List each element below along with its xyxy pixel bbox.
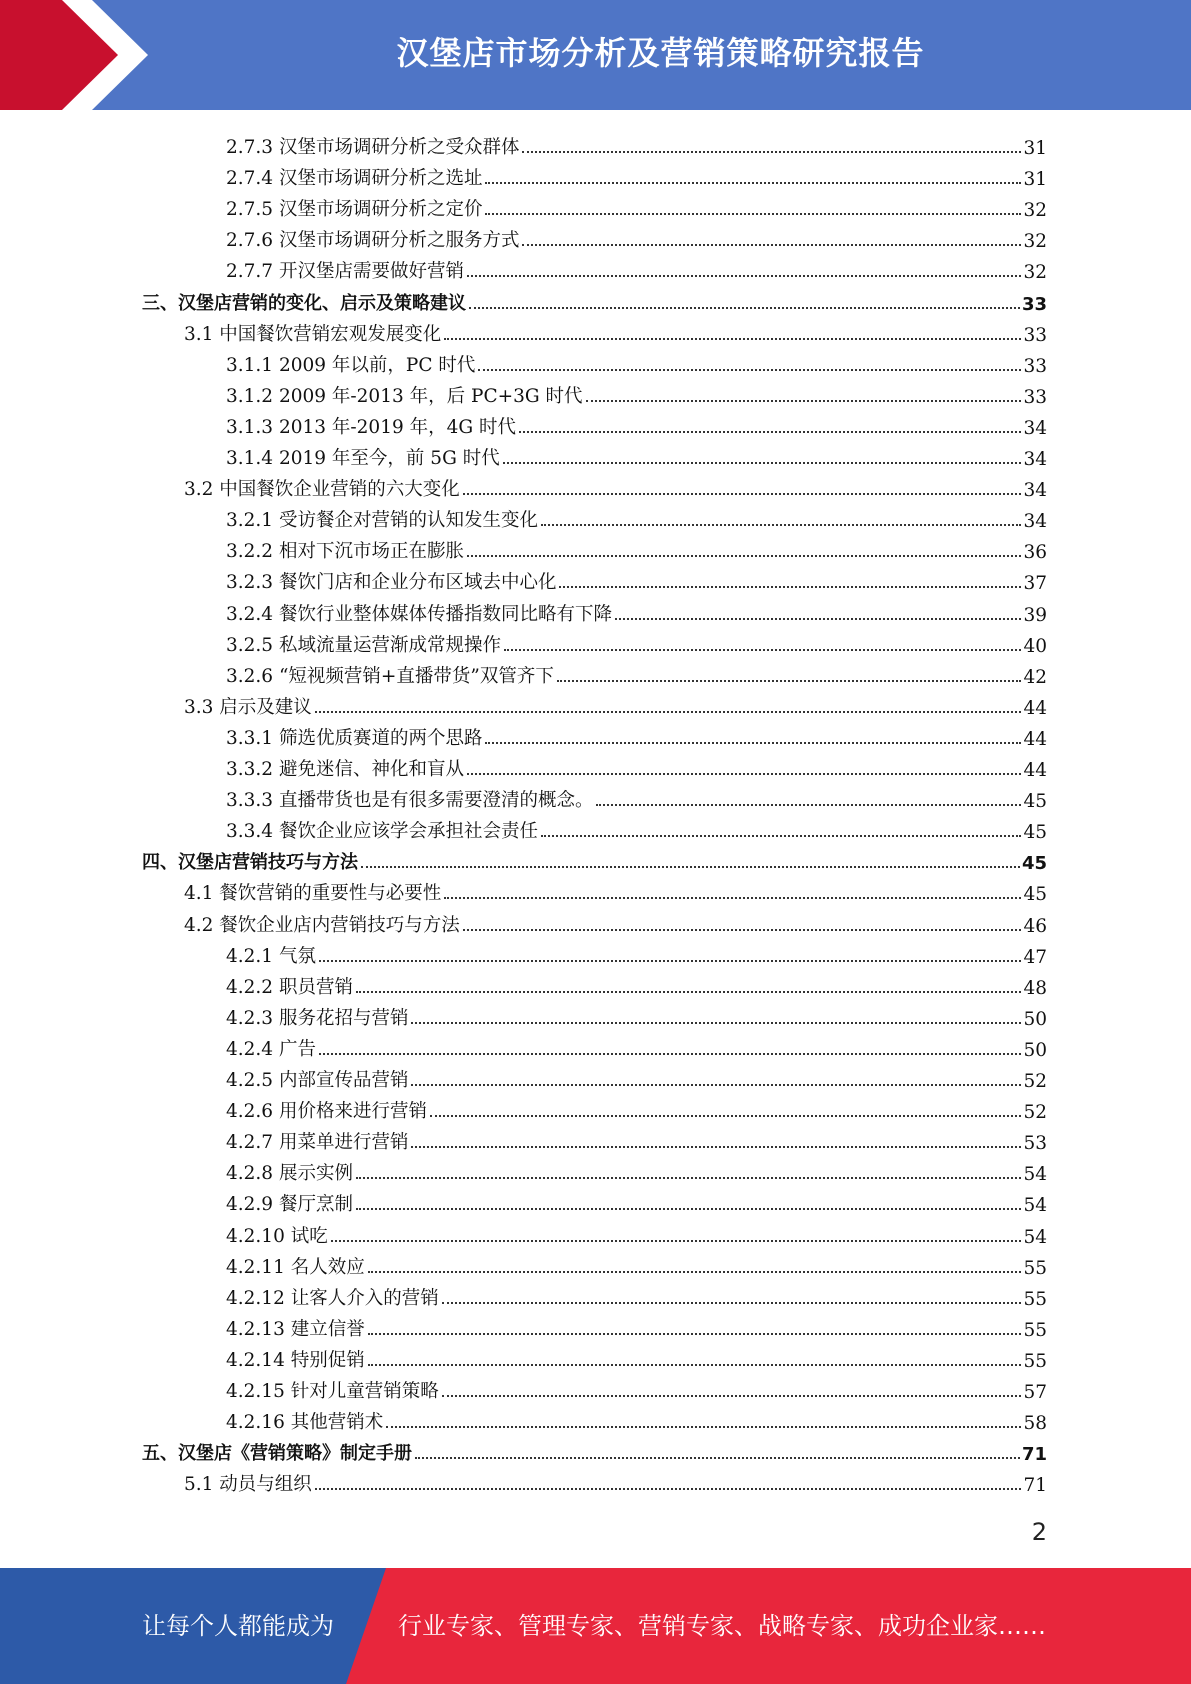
- toc-entry-label: 3.2.4 餐饮行业整体媒体传播指数同比略有下降: [226, 603, 612, 625]
- toc-entry-label: 3.3.3 直播带货也是有很多需要澄清的概念。: [226, 790, 594, 812]
- toc-entry-label: 4.2.14 特别促销: [226, 1349, 365, 1371]
- toc-entry[interactable]: [226, 1248, 1047, 1279]
- toc-entry-page: 53: [1023, 1133, 1047, 1155]
- toc-entry-page: 50: [1023, 1008, 1047, 1030]
- toc-entry-page: 42: [1023, 666, 1047, 688]
- toc-entry-label: 4.2.12 让客人介入的营销: [226, 1287, 439, 1309]
- toc-dot-leader: [504, 649, 1021, 651]
- toc-entry[interactable]: [226, 1061, 1047, 1092]
- toc-entry-page: 33: [1023, 324, 1047, 346]
- toc-entry[interactable]: [226, 657, 1047, 688]
- toc-entry[interactable]: [226, 128, 1047, 159]
- toc-entry-page: 34: [1023, 511, 1047, 533]
- toc-entry[interactable]: [226, 377, 1047, 408]
- toc-entry-label: 4.2.5 内部宣传品营销: [226, 1070, 409, 1091]
- toc-entry-page: 32: [1023, 262, 1047, 284]
- toc-dot-leader: [485, 182, 1021, 184]
- toc-entry[interactable]: [142, 1434, 1047, 1465]
- toc-dot-leader: [368, 1333, 1022, 1335]
- toc-entry[interactable]: [184, 315, 1047, 346]
- toc-entry-label: 2.7.3 汉堡市场调研分析之受众群体: [226, 137, 520, 158]
- toc-entry[interactable]: [142, 284, 1047, 315]
- footer-slogan-left: 让每个人都能成为: [142, 1612, 334, 1640]
- toc-entry-page: 48: [1023, 977, 1047, 999]
- toc-entry-page: 58: [1023, 1413, 1047, 1435]
- toc-dot-leader: [522, 151, 1021, 153]
- toc-dot-leader: [356, 1177, 1022, 1179]
- toc-entry-label: 四、汉堡店营销技巧与方法: [142, 852, 358, 874]
- toc-entry-label: 3.2.5 私域流量运营渐成常规操作: [226, 634, 501, 656]
- toc-dot-leader: [522, 244, 1021, 246]
- toc-entry[interactable]: [226, 1341, 1047, 1372]
- toc-entry[interactable]: [226, 1154, 1047, 1185]
- toc-entry-label: 4.2.11 名人效应: [226, 1256, 365, 1278]
- toc-entry-label: 3.3 启示及建议: [184, 696, 312, 718]
- toc-dot-leader: [430, 1115, 1021, 1117]
- toc-entry-label: 4.2.1 气氛: [226, 945, 316, 967]
- header-arrow-decoration: [0, 0, 160, 110]
- toc-entry-label: 三、汉堡店营销的变化、启示及策略建议: [142, 292, 466, 314]
- toc-entry-label: 3.2 中国餐饮企业营销的六大变化: [184, 479, 460, 501]
- toc-entry[interactable]: [226, 532, 1047, 563]
- toc-dot-leader: [541, 524, 1021, 526]
- toc-entry[interactable]: [226, 937, 1047, 968]
- toc-dot-leader: [557, 680, 1022, 682]
- toc-entry-page: 44: [1023, 728, 1047, 750]
- toc-entry-page: 45: [1021, 853, 1047, 875]
- toc-dot-leader: [356, 991, 1022, 993]
- toc-dot-leader: [411, 1084, 1021, 1086]
- toc-entry-page: 50: [1023, 1039, 1047, 1061]
- toc-entry[interactable]: [226, 190, 1047, 221]
- toc-entry-label: 3.2.3 餐饮门店和企业分布区域去中心化: [226, 572, 557, 594]
- toc-entry[interactable]: [226, 1279, 1047, 1310]
- toc-dot-leader: [444, 897, 1021, 899]
- toc-entry[interactable]: [184, 688, 1047, 719]
- footer-slogan-right: 行业专家、管理专家、营销专家、战略专家、成功企业家……: [398, 1612, 1046, 1640]
- toc-entry-page: 40: [1023, 635, 1047, 657]
- toc-entry[interactable]: [184, 874, 1047, 905]
- toc-entry[interactable]: [226, 501, 1047, 532]
- toc-entry-page: 71: [1023, 1475, 1047, 1497]
- toc-dot-leader: [503, 462, 1022, 464]
- toc-dot-leader: [463, 493, 1022, 495]
- toc-dot-leader: [485, 742, 1021, 744]
- toc-entry-label: 4.2.4 广告: [226, 1038, 316, 1060]
- toc-entry[interactable]: [184, 470, 1047, 501]
- toc-entry[interactable]: [226, 439, 1047, 470]
- toc-entry[interactable]: [226, 1403, 1047, 1434]
- toc-entry-label: 3.1.1 2009 年以前，PC 时代: [226, 354, 476, 376]
- toc-entry[interactable]: [226, 626, 1047, 657]
- toc-entry[interactable]: [226, 159, 1047, 190]
- toc-entry[interactable]: [226, 750, 1047, 781]
- toc-entry-page: 47: [1023, 946, 1047, 968]
- toc-entry[interactable]: [226, 812, 1047, 843]
- toc-entry-page: 52: [1023, 1071, 1047, 1092]
- toc-entry-label: 3.3.1 筛选优质赛道的两个思路: [226, 727, 483, 749]
- toc-dot-leader: [331, 1240, 1022, 1242]
- toc-entry[interactable]: [226, 563, 1047, 594]
- toc-entry-page: 32: [1023, 231, 1047, 253]
- toc-dot-leader: [315, 711, 1022, 713]
- toc-entry-page: 54: [1023, 1195, 1047, 1217]
- toc-entry-label: 3.2.6 “短视频营销+直播带货”双管齐下: [226, 665, 554, 687]
- toc-entry[interactable]: [226, 221, 1047, 252]
- toc-entry[interactable]: [226, 408, 1047, 439]
- toc-dot-leader: [442, 1395, 1022, 1397]
- toc-entry-label: 2.7.6 汉堡市场调研分析之服务方式: [226, 230, 520, 252]
- toc-entry-label: 4.2.13 建立信誉: [226, 1318, 365, 1340]
- toc-entry-page: 31: [1023, 169, 1047, 191]
- toc-dot-leader: [319, 960, 1022, 962]
- toc-entry-page: 36: [1023, 542, 1047, 564]
- toc-entry[interactable]: [226, 346, 1047, 377]
- toc-dot-leader: [463, 929, 1022, 931]
- toc-entry-label: 4.2.6 用价格来进行营销: [226, 1101, 427, 1123]
- toc-dot-leader: [519, 431, 1021, 433]
- toc-entry-page: 37: [1023, 573, 1047, 595]
- toc-entry-page: 39: [1023, 604, 1047, 626]
- toc-entry-label: 4.2.7 用菜单进行营销: [226, 1132, 409, 1154]
- toc-entry-page: 33: [1023, 386, 1047, 408]
- toc-entry[interactable]: [226, 252, 1047, 283]
- toc-entry-label: 2.7.4 汉堡市场调研分析之选址: [226, 168, 483, 190]
- toc-dot-leader: [411, 1022, 1021, 1024]
- toc-dot-leader: [615, 618, 1021, 620]
- toc-entry-label: 2.7.5 汉堡市场调研分析之定价: [226, 199, 483, 221]
- toc-entry[interactable]: [184, 906, 1047, 937]
- toc-dot-leader: [478, 369, 1021, 371]
- toc-entry-page: 55: [1023, 1257, 1047, 1279]
- toc-entry-page: 45: [1023, 791, 1047, 813]
- toc-dot-leader: [386, 1426, 1021, 1428]
- toc-dot-leader: [559, 586, 1021, 588]
- toc-entry-label: 4.2.10 试吃: [226, 1225, 328, 1247]
- toc-entry-page: 55: [1023, 1350, 1047, 1372]
- toc-entry-page: 45: [1023, 822, 1047, 844]
- toc-dot-leader: [368, 1364, 1022, 1366]
- toc-entry-label: 4.2.15 针对儿童营销策略: [226, 1381, 439, 1402]
- toc-entry-label: 3.1.3 2013 年-2019 年，4G 时代: [226, 416, 517, 438]
- toc-entry-label: 3.1.2 2009 年-2013 年，后 PC+3G 时代: [226, 385, 583, 407]
- toc-dot-leader: [442, 1302, 1022, 1304]
- toc-entry-label: 3.1.4 2019 年至今，前 5G 时代: [226, 448, 500, 469]
- toc-entry-page: 33: [1023, 355, 1047, 377]
- toc-dot-leader: [485, 213, 1021, 215]
- toc-dot-leader: [467, 275, 1021, 277]
- toc-entry[interactable]: [226, 1123, 1047, 1154]
- toc-entry[interactable]: [184, 1465, 1047, 1496]
- toc-entry-label: 5.1 动员与组织: [184, 1474, 312, 1496]
- page-footer: [0, 1568, 1191, 1684]
- toc-entry[interactable]: [226, 781, 1047, 812]
- toc-dot-leader: [356, 1208, 1022, 1210]
- toc-entry-label: 4.2.2 职员营销: [226, 976, 353, 998]
- page-number: 2: [1031, 1518, 1047, 1546]
- toc-dot-leader: [315, 1488, 1022, 1490]
- toc-dot-leader: [368, 1271, 1022, 1273]
- toc-dot-leader: [596, 804, 1021, 806]
- header-title: 汉堡店市场分析及营销策略研究报告: [396, 34, 925, 72]
- toc-entry-page: 45: [1023, 884, 1047, 906]
- toc-entry-label: 4.1 餐饮营销的重要性与必要性: [184, 883, 442, 905]
- toc-entry[interactable]: [226, 1217, 1047, 1248]
- toc-entry-page: 44: [1023, 760, 1047, 781]
- toc-entry[interactable]: [226, 1092, 1047, 1123]
- toc-entry-label: 2.7.7 开汉堡店需要做好营销: [226, 261, 464, 283]
- toc-entry-label: 4.2.16 其他营销术: [226, 1412, 384, 1434]
- toc-entry-page: 32: [1023, 200, 1047, 222]
- toc-entry-label: 3.3.4 餐饮企业应该学会承担社会责任: [226, 821, 538, 843]
- toc-entry[interactable]: [142, 843, 1047, 874]
- toc-dot-leader: [586, 400, 1022, 402]
- toc-entry-label: 4.2.3 服务花招与营销: [226, 1007, 409, 1029]
- toc-entry[interactable]: [226, 999, 1047, 1030]
- toc-entry[interactable]: [226, 1372, 1047, 1403]
- toc-dot-leader: [469, 307, 1020, 309]
- toc-entry-label: 五、汉堡店《营销策略》制定手册: [142, 1443, 412, 1465]
- toc-entry-page: 55: [1023, 1319, 1047, 1341]
- toc-entry-page: 55: [1023, 1288, 1047, 1310]
- toc-entry[interactable]: [226, 595, 1047, 626]
- toc-entry[interactable]: [226, 1310, 1047, 1341]
- toc-entry-label: 3.2.2 相对下沉市场正在膨胀: [226, 541, 464, 563]
- page-header: [0, 0, 1191, 110]
- toc-entry[interactable]: [226, 719, 1047, 750]
- toc-dot-leader: [411, 1146, 1021, 1148]
- toc-entry-label: 4.2.8 展示实例: [226, 1163, 353, 1185]
- toc-dot-leader: [467, 555, 1021, 557]
- toc-entry-page: 71: [1021, 1444, 1047, 1466]
- toc-entry-page: 46: [1023, 915, 1047, 937]
- toc-entry-page: 34: [1023, 449, 1047, 470]
- toc-dot-leader: [415, 1457, 1020, 1459]
- toc-entry-page: 34: [1023, 480, 1047, 502]
- toc-entry-label: 4.2.9 餐厅烹制: [226, 1194, 353, 1216]
- toc-entry[interactable]: [226, 968, 1047, 999]
- toc-entry-page: 44: [1023, 697, 1047, 719]
- toc-entry-page: 31: [1023, 138, 1047, 159]
- toc-entry-label: 4.2 餐饮企业店内营销技巧与方法: [184, 914, 460, 936]
- toc-entry-label: 3.2.1 受访餐企对营销的认知发生变化: [226, 510, 538, 532]
- toc-dot-leader: [361, 866, 1020, 868]
- toc-entry-page: 52: [1023, 1102, 1047, 1124]
- toc-entry-page: 54: [1023, 1226, 1047, 1248]
- toc-entry-page: 33: [1021, 293, 1047, 315]
- toc-entry-page: 57: [1023, 1382, 1047, 1403]
- toc-dot-leader: [541, 835, 1021, 837]
- toc-entry[interactable]: [226, 1185, 1047, 1216]
- toc-entry[interactable]: [226, 1030, 1047, 1061]
- toc-dot-leader: [444, 338, 1021, 340]
- toc-entry-label: 3.3.2 避免迷信、神化和盲从: [226, 759, 464, 780]
- toc-dot-leader: [467, 773, 1021, 775]
- toc-entry-page: 34: [1023, 417, 1047, 439]
- toc-entry-label: 3.1 中国餐饮营销宏观发展变化: [184, 323, 442, 345]
- toc-dot-leader: [319, 1053, 1022, 1055]
- toc-entry-page: 54: [1023, 1164, 1047, 1186]
